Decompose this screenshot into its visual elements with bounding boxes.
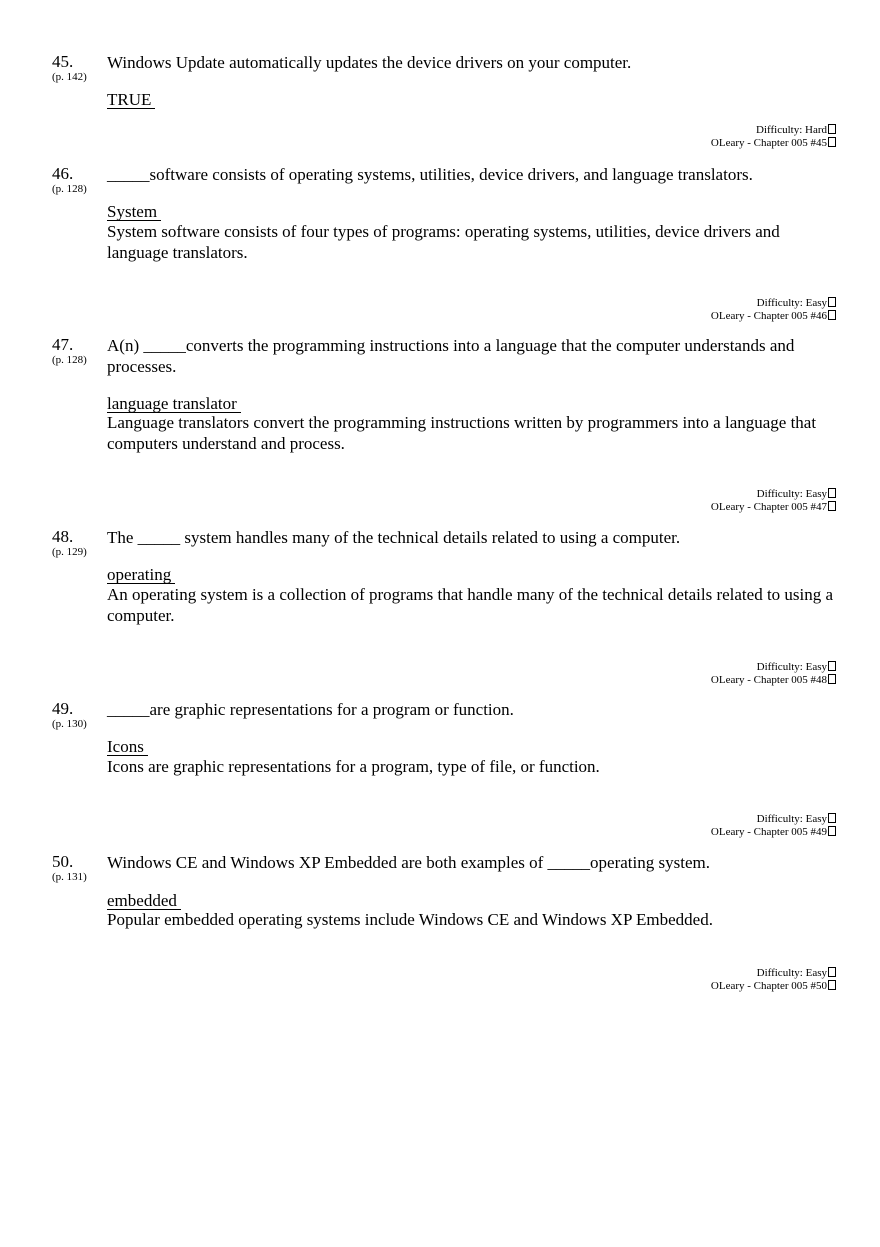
- difficulty-label: Difficulty: Easy: [711, 967, 836, 980]
- box-glyph-icon: [828, 488, 836, 498]
- question-number: 49.: [52, 699, 74, 718]
- page-reference: (p. 129): [52, 546, 87, 558]
- answer-explanation: Language translators convert the programming instructions written by programmers into a language that computers understand and process.: [107, 413, 817, 453]
- question-number: 50.: [52, 852, 74, 871]
- answer-text: TRUE: [107, 91, 155, 109]
- answer-text: System: [107, 203, 161, 221]
- question-text: _____software consists of operating systems, utilities, device drivers, and language translators.: [107, 165, 753, 184]
- answer: [107, 891, 181, 911]
- answer-text: Icons: [107, 738, 148, 756]
- source-label: OLeary - Chapter 005 #50: [711, 980, 836, 993]
- difficulty-label: Difficulty: Hard: [711, 124, 836, 137]
- question-number: 45.: [52, 52, 74, 71]
- question-meta: [711, 967, 836, 993]
- source-label: OLeary - Chapter 005 #49: [711, 826, 836, 839]
- page-reference: (p. 131): [52, 871, 87, 883]
- answer-text: language translator: [107, 395, 241, 413]
- source-label: OLeary - Chapter 005 #47: [711, 501, 836, 514]
- answer-text: operating: [107, 566, 175, 584]
- difficulty-label: Difficulty: Easy: [711, 488, 836, 501]
- question-number: 48.: [52, 527, 74, 546]
- source-label: OLeary - Chapter 005 #48: [711, 674, 836, 687]
- page-reference: (p. 130): [52, 718, 87, 730]
- answer-explanation: Popular embedded operating systems include Windows CE and Windows XP Embedded.: [107, 910, 713, 929]
- answer-text: embedded: [107, 892, 181, 910]
- box-glyph-icon: [828, 661, 836, 671]
- answer: [107, 90, 155, 110]
- question-number: 46.: [52, 164, 74, 183]
- source-label: OLeary - Chapter 005 #46: [711, 310, 836, 323]
- box-glyph-icon: [828, 826, 836, 836]
- answer-explanation: System software consists of four types of programs: operating systems, utilities, device drivers and language translators.: [107, 222, 780, 262]
- question-text: Windows CE and Windows XP Embedded are both examples of _____operating system.: [107, 853, 710, 872]
- difficulty-label: Difficulty: Easy: [711, 297, 836, 310]
- answer: [107, 737, 148, 757]
- difficulty-label: Difficulty: Easy: [711, 661, 836, 674]
- box-glyph-icon: [828, 674, 836, 684]
- question-text: Windows Update automatically updates the device drivers on your computer.: [107, 53, 632, 72]
- box-glyph-icon: [828, 124, 836, 134]
- question-meta: [711, 124, 836, 150]
- page-reference: (p. 142): [52, 71, 87, 83]
- answer-explanation: Icons are graphic representations for a program, type of file, or function.: [107, 757, 600, 776]
- page-reference: (p. 128): [52, 354, 87, 366]
- box-glyph-icon: [828, 501, 836, 511]
- question-meta: [711, 813, 836, 839]
- box-glyph-icon: [828, 967, 836, 977]
- question-meta: [711, 488, 836, 514]
- box-glyph-icon: [828, 297, 836, 307]
- answer: [107, 202, 161, 222]
- difficulty-label: Difficulty: Easy: [711, 813, 836, 826]
- question-meta: [711, 297, 836, 323]
- answer-explanation: An operating system is a collection of programs that handle many of the technical details related to using a computer.: [107, 585, 834, 625]
- box-glyph-icon: [828, 813, 836, 823]
- answer: [107, 565, 175, 585]
- question-meta: [711, 661, 836, 687]
- question-number: 47.: [52, 335, 74, 354]
- source-label: OLeary - Chapter 005 #45: [711, 137, 836, 150]
- box-glyph-icon: [828, 310, 836, 320]
- box-glyph-icon: [828, 137, 836, 147]
- question-text: _____are graphic representations for a program or function.: [107, 700, 514, 719]
- answer: [107, 394, 241, 414]
- box-glyph-icon: [828, 980, 836, 990]
- question-text: A(n) _____converts the programming instructions into a language that the computer understands and processes.: [107, 336, 795, 376]
- question-text: The _____ system handles many of the technical details related to using a computer.: [107, 528, 681, 547]
- page-reference: (p. 128): [52, 183, 87, 195]
